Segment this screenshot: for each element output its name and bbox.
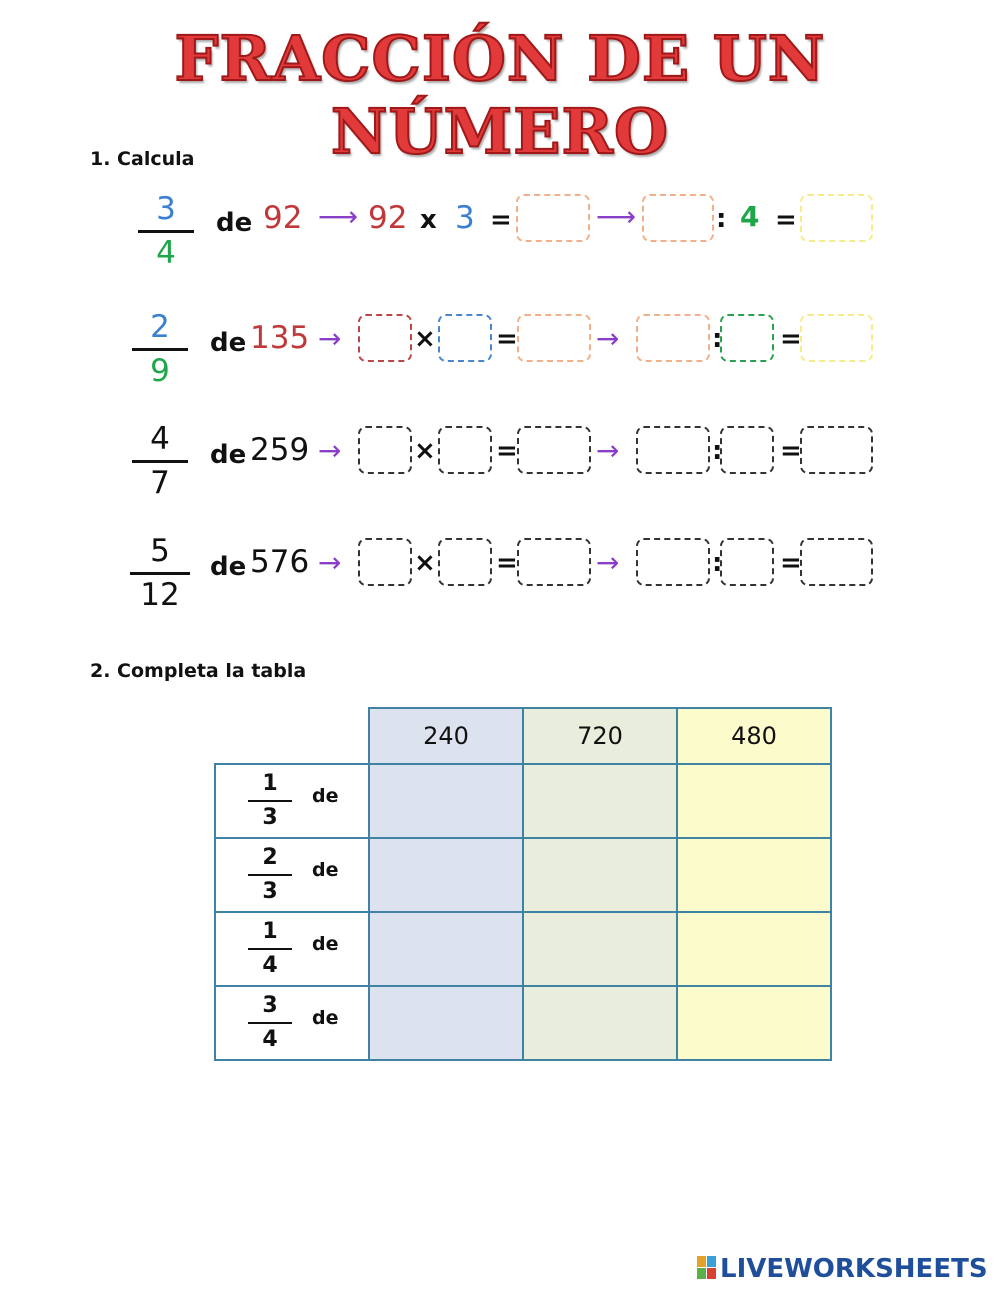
numerator: 2 [150, 309, 170, 345]
word-de: de [312, 859, 339, 881]
answer-cell[interactable] [523, 986, 677, 1060]
answer-box-number[interactable] [358, 314, 412, 362]
equals-sign: = [490, 205, 512, 235]
word-de: de [312, 785, 339, 807]
numerator: 1 [262, 919, 278, 944]
fraction-bar [248, 948, 292, 950]
divisor: 4 [740, 200, 760, 233]
liveworksheets-logo [697, 1254, 988, 1284]
arrow-icon: ⟶ [318, 200, 359, 233]
table-corner [215, 708, 369, 764]
fraction [248, 845, 292, 905]
answer-box-denominator[interactable] [720, 314, 774, 362]
numerator: 3 [156, 191, 176, 227]
denominator: 9 [150, 353, 170, 389]
denominator: 3 [262, 879, 278, 904]
divide-sign: : [712, 548, 723, 578]
table-row [215, 838, 831, 912]
equals-sign: = [780, 324, 802, 354]
arrow-icon: ⟶ [596, 200, 637, 233]
fraction-bar [248, 800, 292, 802]
column-header: 480 [677, 708, 831, 764]
times-sign: × [414, 548, 436, 578]
given-number: 135 [250, 320, 310, 356]
answer-box-dividend[interactable] [636, 538, 710, 586]
answer-box-result[interactable] [800, 314, 873, 362]
equals-sign: = [775, 205, 797, 235]
word-de: de [210, 440, 247, 470]
fraction [248, 919, 292, 979]
answer-box-product[interactable] [517, 426, 591, 474]
answer-cell[interactable] [677, 986, 831, 1060]
brand-text: LIVEWORKSHEETS [720, 1254, 988, 1284]
word-de: de [312, 1007, 339, 1029]
answer-cell[interactable] [523, 764, 677, 838]
fraction [248, 771, 292, 831]
denominator: 4 [156, 235, 176, 271]
logo-icon [697, 1256, 717, 1280]
exercise-row-4 [0, 534, 1000, 614]
page-title: FRACCIÓN DE UN NÚMERO [174, 22, 826, 168]
column-header: 240 [369, 708, 523, 764]
times-sign: × [414, 436, 436, 466]
arrow-icon: → [596, 546, 620, 579]
denominator: 3 [262, 805, 278, 830]
divide-sign: : [712, 436, 723, 466]
numerator: 4 [150, 421, 170, 457]
row-header [215, 986, 369, 1060]
answer-box-denominator[interactable] [720, 426, 774, 474]
times-sign: × [414, 324, 436, 354]
multiplier: 3 [455, 200, 475, 236]
fraction-bar [130, 572, 190, 575]
answer-box-product[interactable] [516, 194, 590, 242]
answer-box-result[interactable] [800, 538, 873, 586]
answer-box-dividend[interactable] [636, 426, 710, 474]
numerator: 2 [262, 845, 278, 870]
arrow-icon: → [318, 434, 342, 467]
divide-sign: : [716, 204, 727, 234]
answer-cell[interactable] [677, 764, 831, 838]
arrow-icon: → [596, 322, 620, 355]
row-header [215, 764, 369, 838]
row-header [215, 838, 369, 912]
fraction-bar [132, 460, 188, 463]
equals-sign: = [496, 436, 518, 466]
fraction-bar [138, 230, 194, 233]
table-row [215, 764, 831, 838]
numerator: 5 [150, 533, 170, 569]
fraction-bar [248, 874, 292, 876]
equals-sign: = [780, 436, 802, 466]
column-header: 720 [523, 708, 677, 764]
numerator: 1 [262, 771, 278, 796]
word-de: de [210, 552, 247, 582]
divide-sign: : [712, 324, 723, 354]
answer-cell[interactable] [369, 838, 523, 912]
answer-box-number[interactable] [358, 538, 412, 586]
numerator: 3 [262, 993, 278, 1018]
times-sign: x [420, 205, 437, 235]
multiplicand: 92 [368, 200, 408, 236]
denominator: 4 [262, 953, 278, 978]
equals-sign: = [496, 324, 518, 354]
answer-box-result[interactable] [800, 426, 873, 474]
fraction-bar [132, 348, 188, 351]
answer-cell[interactable] [523, 838, 677, 912]
answer-cell[interactable] [677, 912, 831, 986]
exercise-row-2 [0, 310, 1000, 390]
given-number: 576 [250, 544, 310, 580]
answer-cell[interactable] [369, 912, 523, 986]
answer-cell[interactable] [677, 838, 831, 912]
answer-box-numerator[interactable] [438, 314, 492, 362]
word-de: de [312, 933, 339, 955]
answer-box-dividend[interactable] [642, 194, 714, 242]
section-2-title: 2. Completa la tabla [90, 660, 307, 682]
fraction [248, 993, 292, 1053]
table-row [215, 986, 831, 1060]
fraction-bar [248, 1022, 292, 1024]
equals-sign: = [496, 548, 518, 578]
answer-cell[interactable] [369, 986, 523, 1060]
denominator: 12 [140, 577, 180, 613]
arrow-icon: → [596, 434, 620, 467]
arrow-icon: → [318, 546, 342, 579]
row-header [215, 912, 369, 986]
given-number: 92 [263, 200, 303, 236]
table-row [215, 912, 831, 986]
answer-box-product[interactable] [517, 314, 591, 362]
answer-box-result[interactable] [800, 194, 873, 242]
answer-cell[interactable] [523, 912, 677, 986]
word-de: de [216, 208, 253, 238]
answer-box-numerator[interactable] [438, 538, 492, 586]
exercise-row-3 [0, 422, 1000, 502]
answer-box-product[interactable] [517, 538, 591, 586]
answer-box-number[interactable] [358, 426, 412, 474]
given-number: 259 [250, 432, 310, 468]
denominator: 4 [262, 1027, 278, 1052]
equals-sign: = [780, 548, 802, 578]
fraction-table [214, 707, 832, 1061]
section-1-title: 1. Calcula [90, 148, 195, 170]
arrow-icon: → [318, 322, 342, 355]
answer-box-dividend[interactable] [636, 314, 710, 362]
answer-box-numerator[interactable] [438, 426, 492, 474]
exercise-row-1 [0, 192, 1000, 272]
answer-cell[interactable] [369, 764, 523, 838]
word-de: de [210, 328, 247, 358]
denominator: 7 [150, 465, 170, 501]
answer-box-denominator[interactable] [720, 538, 774, 586]
